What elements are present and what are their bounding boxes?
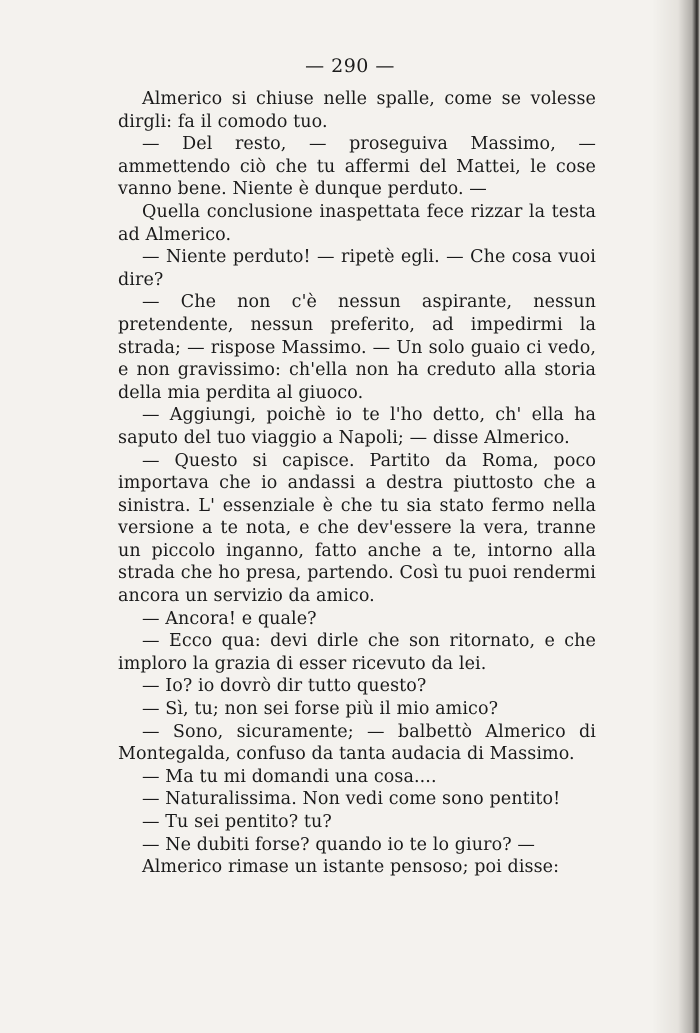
paragraph: — Ecco qua: devi dirle che son ritornato, e che imploro la grazia di esser ricevuto da lei. [118, 631, 596, 674]
paragraph: — Tu sei pentito? tu? [142, 812, 332, 832]
paragraph: Almerico si chiuse nelle spalle, come se volesse dirgli: fa il comodo tuo. [118, 89, 596, 132]
page-number: — 290 — [305, 55, 395, 77]
paragraph: — Del resto, — proseguiva Massimo, — ammettendo ciò che tu affermi del Mattei, le cose vanno bene. Niente è dunque perduto. — [118, 134, 596, 200]
paragraph: — Questo si capisce. Partito da Roma, poco importava che io andassi a destra piuttosto che a sinistra. L' essenziale è che tu sia stato fermo nella versione a te nota, e che dev'essere la vera, tranne un piccolo inganno, fatto anche a te, intorno alla strada che ho presa, partendo. Così tu puoi rendermi ancora un servizio da amico. [118, 450, 596, 607]
paragraph: — Io? io dovrò dir tutto questo? [142, 676, 427, 697]
paragraph: — Sono, sicuramente; — balbettò Almerico di Montegalda, confuso da tanta audacia di Massimo. [118, 721, 596, 765]
paragraph: — Ma tu mi domandi una cosa.... [142, 766, 437, 787]
paragraph: — Sì, tu; non sei forse più il mio amico? [142, 699, 499, 720]
paragraph: — Ne dubiti forse? quando io te lo giuro? — [142, 834, 535, 855]
body-text [118, 88, 596, 879]
paragraph: — Niente perduto! — ripetè egli. — Che cosa vuoi dire? [118, 247, 596, 290]
paragraph: — Ancora! e quale? [142, 608, 317, 629]
paragraph: — Aggiungi, poichè io te l'ho detto, ch' ella ha saputo del tuo viaggio a Napoli; — disse Almerico. [118, 405, 596, 448]
paragraph: Quella conclusione inaspettata fece rizzar la testa ad Almerico. [118, 201, 596, 245]
paragraph: — Che non c'è nessun aspirante, nessun pretendente, nessun preferito, ad impedirmi la strada; — rispose Massimo. — Un solo guaio ci vedo, e non gravissimo: ch'ella non ha creduto alla storia della mia perdita al giuoco. [118, 292, 596, 403]
book-gutter [652, 0, 700, 1033]
paragraph: — Naturalissima. Non vedi come sono pentito! [142, 789, 561, 810]
paragraph: Almerico rimase un istante pensoso; poi disse: [142, 857, 560, 878]
